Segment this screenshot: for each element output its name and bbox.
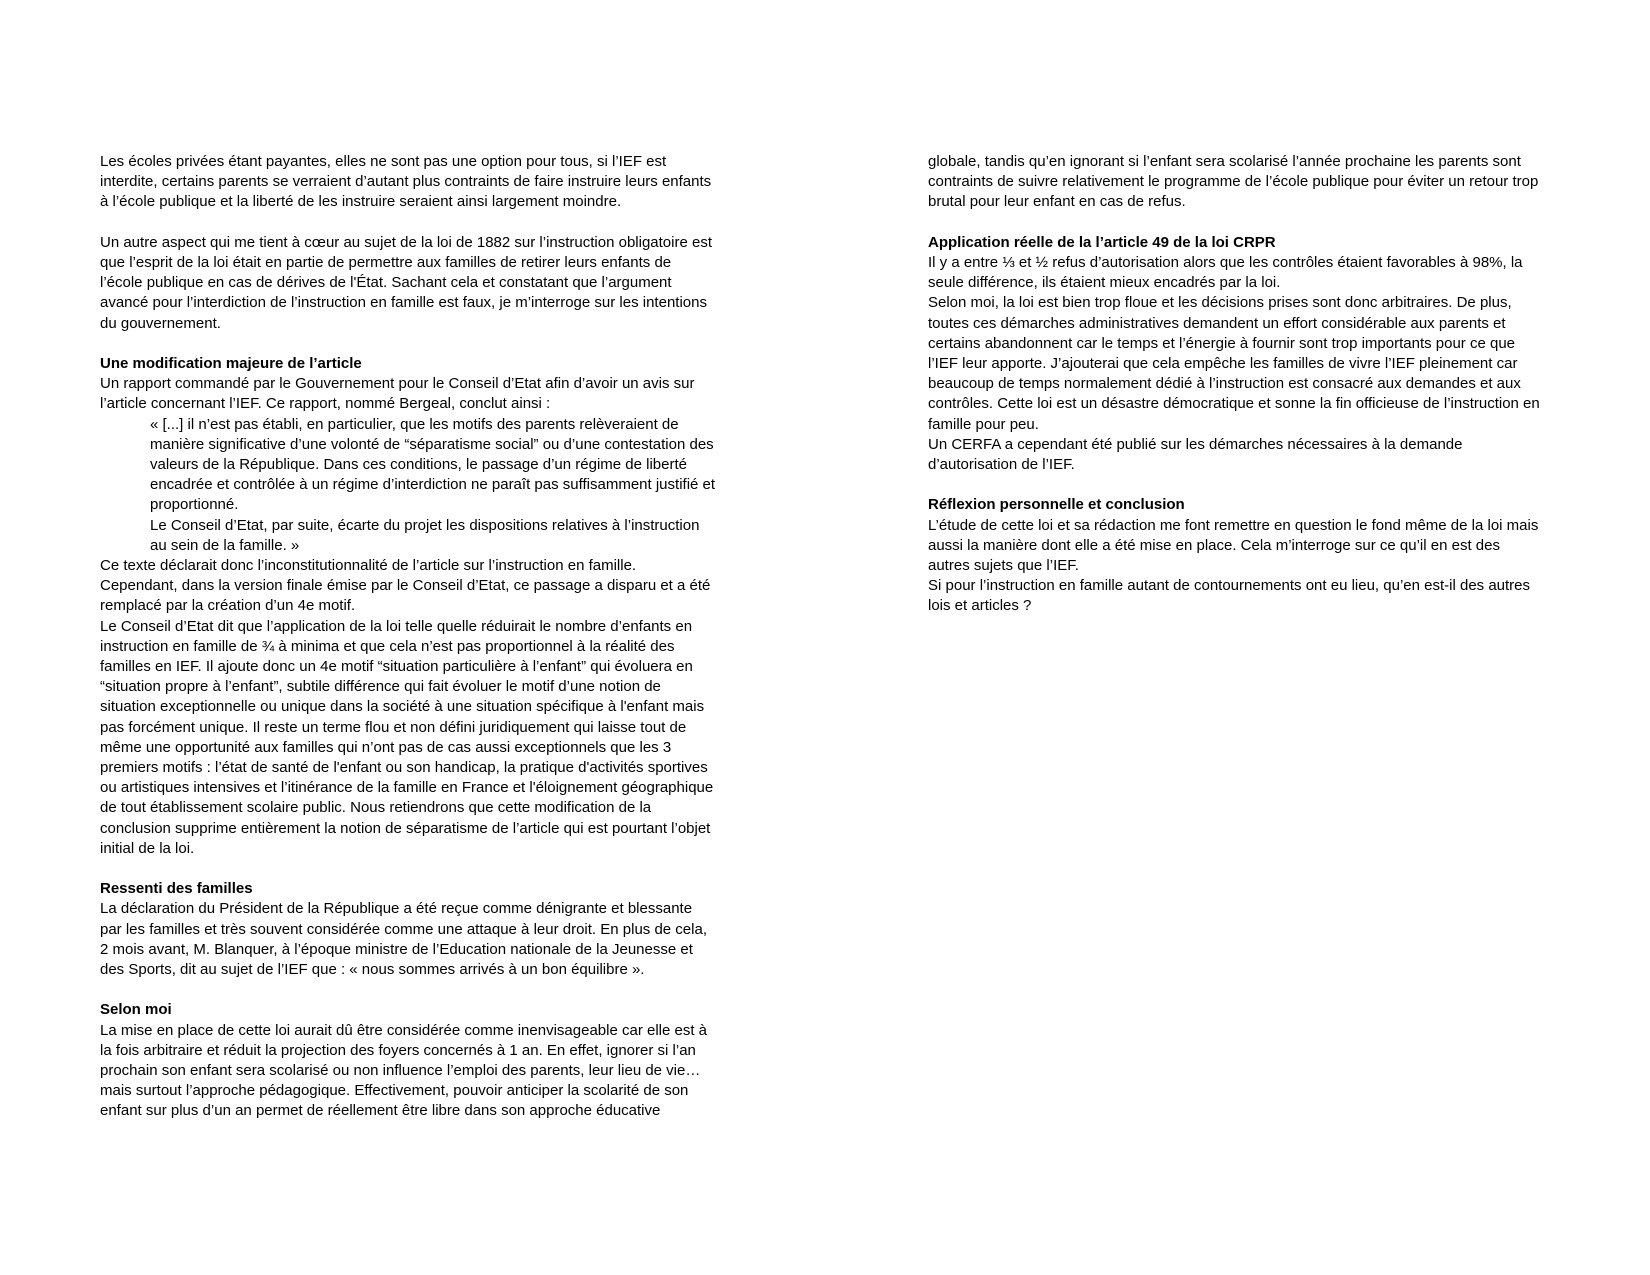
quote-line: proportionné. [150, 496, 239, 514]
section-heading [928, 233, 1558, 253]
text-line: toutes ces démarches administratives demandent un effort considérable aux parents et [928, 314, 1506, 332]
text-line: contraints de suivre relativement le programme de l’école publique pour éviter un retour trop [928, 173, 1539, 191]
section-heading [928, 495, 1558, 515]
text-line: Le Conseil d’Etat dit que l’application de la loi telle quelle réduirait le nombre d’enfants en [100, 617, 693, 635]
text-line: du gouvernement. [100, 314, 221, 332]
text-line: enfant sur plus d’un an permet de réellement être libre dans son approche éducative [100, 1102, 661, 1120]
left-column [100, 152, 730, 1122]
text-line: seule différence, ils étaient mieux encadrés par la loi. [928, 274, 1281, 292]
paragraph [100, 1021, 730, 1122]
text-line: aussi la manière dont elle a été mise en place. Cela m’interroge sur ce qu’il en est des [928, 536, 1500, 554]
text-line: avancé pour l’interdiction de l’instruction en famille est faux, je m’interroge sur les intentions [100, 294, 707, 312]
section-heading [100, 354, 730, 374]
text-line: 2 mois avant, M. Blanquer, à l’époque ministre de l’Education nationale de la Jeunesse et [100, 940, 693, 958]
text-line: d’autorisation de l’IEF. [928, 456, 1075, 474]
text-line: Les écoles privées étant payantes, elles ne sont pas une option pour tous, si l’IEF est [100, 153, 667, 170]
paragraph [928, 152, 1558, 213]
heading-text: Une modification majeure de l’article [100, 355, 362, 372]
text-line: brutal pour leur enfant en cas de refus. [928, 193, 1186, 211]
text-line: pas forcément unique. Il reste un terme flou et non défini juridiquement qui laisse tout de [100, 718, 687, 736]
text-line: certains abandonnent car le temps et l’énergie à fournir sont trop importants pour ce que [928, 334, 1516, 352]
paragraph [928, 516, 1558, 617]
text-line: ou artistiques intensives et l’itinérance de la famille en France et l'éloignement géographique [100, 779, 714, 797]
text-line: l’article concernant l’IEF. Ce rapport, nommé Bergeal, conclut ainsi : [100, 395, 551, 413]
text-line: premiers motifs : l’état de santé de l'enfant ou son handicap, la pratique d'activités sportives [100, 759, 708, 777]
quote-line: Le Conseil d’Etat, par suite, écarte du projet les dispositions relatives à l’instruction [150, 516, 700, 534]
quote-line: encadrée et contrôlée à un régime d’interdiction ne paraît pas suffisamment justifié et [150, 476, 716, 494]
text-line: Un CERFA a cependant été publié sur les démarches nécessaires à la demande [928, 435, 1463, 453]
paragraph [100, 233, 730, 334]
text-line: familles en IEF. Il ajoute donc un 4e motif “situation particulière à l’enfant” qui évoluera en [100, 658, 693, 676]
text-line: instruction en famille de ¾ à minima et que cela n’est pas proportionnel à la réalité des [100, 637, 675, 655]
text-line: La déclaration du Président de la République a été reçue comme dénigrante et blessante [100, 900, 693, 918]
heading-text: Ressenti des familles [100, 880, 253, 898]
text-line: conclusion supprime entièrement la notion de séparatisme de l’article qui est pourtant l’objet [100, 819, 711, 837]
text-line: Cependant, dans la version finale émise par le Conseil d’Etat, ce passage a disparu et a été [100, 577, 711, 595]
text-line: la fois arbitraire et réduit la projection des foyers concernés à 1 an. En effet, ignorer si l’an [100, 1041, 696, 1059]
paragraph [100, 899, 730, 980]
paragraph [928, 253, 1558, 475]
text-line: que l’esprit de la loi était en partie de permettre aux familles de retirer leurs enfants de [100, 254, 672, 271]
text-line: L’étude de cette loi et sa rédaction me font remettre en question le fond même de la loi mais [928, 516, 1539, 534]
text-line: Il y a entre ⅓ et ½ refus d’autorisation alors que les contrôles étaient favorables à 98%, la [928, 254, 1523, 271]
text-line: Selon moi, la loi est bien trop floue et les décisions prises sont donc arbitraires. De plus, [928, 294, 1512, 312]
text-line: contrôles. Cette loi est un désastre démocratique et sonne la fin officieuse de l’instruction en [928, 395, 1540, 413]
text-line: par les familles et très souvent considérée comme une attaque à leur droit. En plus de cela, [100, 920, 707, 938]
paragraph [100, 152, 730, 213]
text-line: interdite, certains parents se verraient d’autant plus contraints de faire instruire leurs enfants [100, 173, 712, 191]
text-line: globale, tandis qu’en ignorant si l’enfant sera scolarisé l’année prochaine les parents sont [928, 153, 1521, 170]
quote-line: « [...] il n’est pas établi, en particulier, que les motifs des parents relèveraient de [150, 415, 679, 433]
text-line: autres sujets que l’IEF. [928, 557, 1079, 575]
quote-line: valeurs de la République. Dans ces conditions, le passage d’un régime de liberté [150, 456, 687, 474]
text-line: Un rapport commandé par le Gouvernement pour le Conseil d’Etat afin d’avoir un avis sur [100, 375, 695, 393]
section-heading [100, 879, 730, 899]
section-heading [100, 1000, 730, 1020]
text-line: Ce texte déclarait donc l’inconstitutionnalité de l’article sur l’instruction en famille. [100, 557, 637, 575]
text-line: prochain son enfant sera scolarisé ou non influence l’emploi des parents, leur lieu de vie… [100, 1062, 701, 1080]
text-line: lois et articles ? [928, 597, 1032, 615]
text-line: famille pour peu. [928, 415, 1039, 433]
text-line: l’IEF leur apporte. J’ajouterai que cela empêche les familles de vivre l’IEF pleinement car [928, 355, 1518, 373]
paragraph [100, 374, 730, 414]
paragraph [100, 556, 730, 859]
text-line: situation exceptionnelle ou unique dans la société à une situation spécifique à l'enfant mais [100, 698, 705, 716]
text-line: à l’école publique et la liberté de les instruire seraient ainsi largement moindre. [100, 193, 622, 211]
text-line: beaucoup de temps normalement dédié à l’instruction est consacré aux demandes et aux [928, 375, 1521, 393]
right-column [928, 152, 1558, 617]
text-line: remplacé par la création d’un 4e motif. [100, 597, 356, 615]
text-line: de tout établissement scolaire public. Nous retiendrons que cette modification de la [100, 799, 652, 817]
text-line: “situation propre à l’enfant”, subtile différence qui fait évoluer le motif d’une notion de [100, 678, 661, 696]
text-line: La mise en place de cette loi aurait dû être considérée comme inenvisageable car elle est à [100, 1021, 708, 1039]
heading-text: Application réelle de la l’article 49 de la loi CRPR [928, 233, 1276, 251]
text-line: des Sports, dit au sujet de l’IEF que : « nous sommes arrivés à un bon équilibre ». [100, 961, 645, 979]
quote-line: au sein de la famille. » [150, 536, 300, 554]
heading-text: Réflexion personnelle et conclusion [928, 496, 1185, 514]
quote-line: manière significative d’une volonté de “séparatisme social” ou d’une contestation des [150, 435, 714, 453]
text-line: mais surtout l’approche pédagogique. Effectivement, pouvoir anticiper la scolarité de son [100, 1082, 689, 1100]
text-line: initial de la loi. [100, 839, 195, 857]
block-quote [100, 415, 730, 556]
heading-text: Selon moi [100, 1001, 172, 1019]
text-line: Un autre aspect qui me tient à cœur au sujet de la loi de 1882 sur l’instruction obligatoire est [100, 233, 712, 251]
text-line: même une opportunité aux familles qui n’ont pas de cas aussi exceptionnels que les 3 [100, 738, 672, 756]
text-line: Si pour l’instruction en famille autant de contournements ont eu lieu, qu’en est-il des autres [928, 577, 1531, 595]
text-line: l’école publique en cas de dérives de l'État. Sachant cela et constatant que l’argument [100, 274, 672, 292]
